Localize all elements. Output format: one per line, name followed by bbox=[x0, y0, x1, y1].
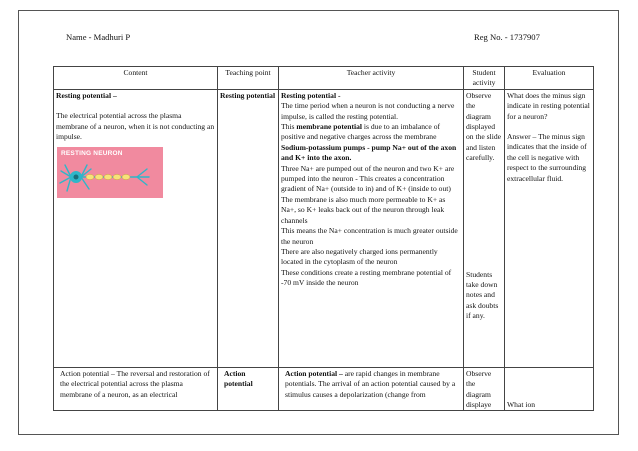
student-activity-cell bbox=[464, 89, 505, 367]
teacher-p2-a: This bbox=[281, 122, 297, 132]
eval-answer: Answer – The minus sign indicates that the inside of the cell is negative with respect to the surrounding extracellular fluid. bbox=[507, 132, 587, 183]
table-row bbox=[54, 367, 594, 411]
lesson-table bbox=[53, 66, 594, 411]
student-2: Observe the diagram displaye bbox=[466, 368, 492, 410]
image-caption: RESTING NEURON bbox=[61, 150, 123, 158]
teacher-2-bold: Action potential – bbox=[285, 368, 343, 378]
teacher-2-rest: are rapid changes in membrane potentials. The arrival of an action potential caused by a stimulus causes a depolarization (change from bbox=[285, 368, 456, 399]
student-activity-cell-2 bbox=[464, 367, 505, 411]
teacher-p1: The time period when a neuron is not conducting a nerve impulse, is called the resting potential. bbox=[281, 101, 455, 121]
teacher-2 bbox=[285, 369, 461, 400]
student-a: Observe the diagram displayed on the slide and listen carefully. bbox=[466, 90, 502, 163]
teacher-p3: Three Na+ are pumped out of the neuron and two K+ are pumped into the neuron - This creates a concentration gradient of Na+ (outside to in) and of K+ (inside to out) bbox=[281, 163, 455, 194]
teaching-point-cell-2 bbox=[218, 367, 279, 411]
col-evaluation: Evaluation bbox=[505, 67, 594, 90]
teacher-p2 bbox=[281, 122, 461, 143]
teaching-point-cell bbox=[218, 89, 279, 367]
teacher-p6: There are also negatively charged ions permanently located in the cytoplasm of the neuron bbox=[281, 246, 438, 267]
teacher-p2-bold: membrane potential bbox=[296, 122, 362, 132]
content-body: The electrical potential across the plasma membrane of a neuron, when it is not conducting an impulse. bbox=[56, 111, 215, 142]
teacher-p7: These conditions create a resting membrane potential of -70 mV inside the neuron bbox=[281, 267, 452, 288]
student-name: Name - Madhuri P bbox=[66, 32, 131, 42]
content-cell bbox=[54, 89, 218, 367]
content-title: Resting potential – bbox=[56, 90, 117, 100]
student-b: Students take down notes and ask doubts if any. bbox=[466, 269, 499, 321]
teacher-bold2: Sodium-potassium pumps - pump Na+ out of the axon and K+ into the axon. bbox=[281, 142, 457, 163]
eval-question: What does the minus sign indicate in resting potential for a neuron? bbox=[507, 90, 590, 121]
table-row bbox=[54, 89, 594, 367]
col-content: Content bbox=[54, 67, 218, 90]
resting-neuron-image bbox=[57, 147, 163, 198]
teacher-activity-cell-2 bbox=[279, 367, 464, 411]
teacher-title: Resting potential - bbox=[281, 90, 341, 100]
teaching-point: Resting potential bbox=[220, 90, 276, 100]
teacher-p5: This means the Na+ concentration is much greater outside the neuron bbox=[281, 226, 458, 246]
teacher-p4: The membrane is also much more permeable to K+ as Na+, so K+ leaks back out of the neuron through leak channels bbox=[281, 194, 446, 225]
evaluation-cell-2 bbox=[505, 367, 594, 411]
teacher-activity-cell bbox=[279, 89, 464, 367]
content-2: Action potential – The reversal and restoration of the electrical potential across the plasma membrane of a neuron, as an electrical bbox=[60, 368, 210, 399]
evaluation-cell bbox=[505, 89, 594, 367]
content-cell-2 bbox=[54, 367, 218, 411]
col-teacher-activity: Teacher activity bbox=[279, 67, 464, 90]
col-teaching-point: Teaching point bbox=[218, 67, 279, 90]
teaching-point-2: Action potential bbox=[224, 368, 253, 389]
reg-number: Reg No. - 1737907 bbox=[474, 32, 540, 42]
eval-2: What ion bbox=[507, 400, 536, 410]
col-student-activity: Student activity bbox=[464, 67, 505, 90]
table-header-row bbox=[54, 67, 594, 90]
teacher-p2-b: is due to an imbalance of positive and negative charges across the membrane bbox=[281, 122, 441, 142]
